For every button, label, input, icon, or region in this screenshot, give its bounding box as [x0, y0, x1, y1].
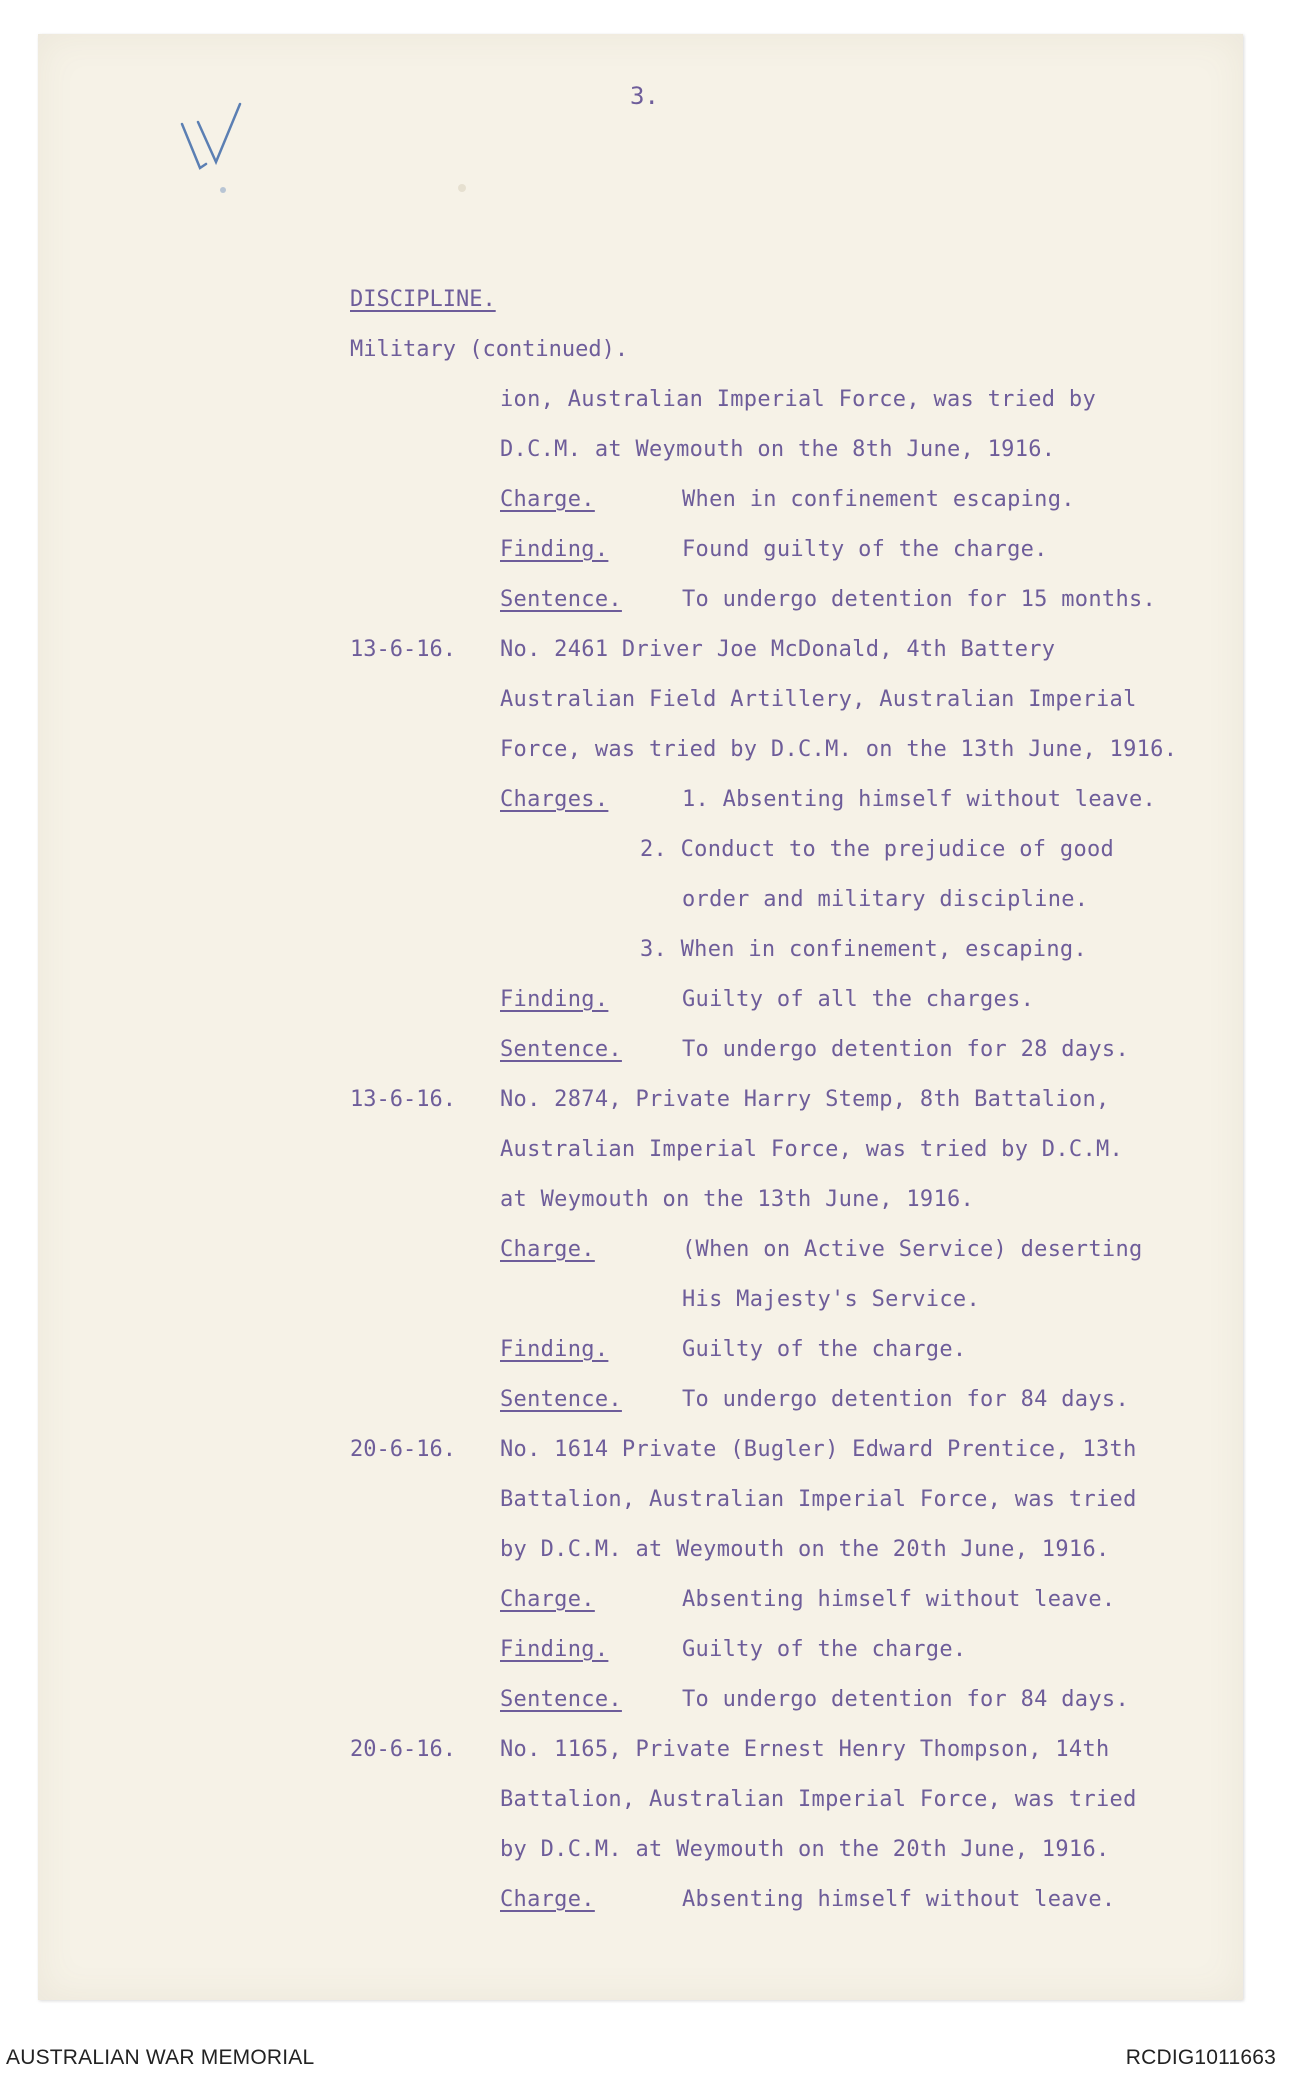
entry-label: Finding.: [500, 1337, 609, 1362]
footer-identifier: RCDIG1011663: [1125, 2046, 1276, 2069]
entry-label: Sentence.: [500, 1387, 622, 1412]
entry-value: To undergo detention for 84 days.: [682, 1687, 1129, 1712]
body-text-line: ion, Australian Imperial Force, was tried by: [500, 387, 1096, 412]
page-number: 3.: [630, 82, 659, 110]
entry-label: Finding.: [500, 987, 609, 1012]
body-text-line: No. 2461 Driver Joe McDonald, 4th Battery: [500, 637, 1056, 662]
entry-label: Sentence.: [500, 1037, 622, 1062]
footer-institution: AUSTRALIAN WAR MEMORIAL: [6, 2046, 315, 2069]
body-text-line: by D.C.M. at Weymouth on the 20th June, 1916.: [500, 1537, 1110, 1562]
section-heading: DISCIPLINE.: [350, 287, 496, 312]
entry-label: Charge.: [500, 487, 595, 512]
entry-value: Guilty of all the charges.: [682, 987, 1035, 1012]
body-text-line: Australian Field Artillery, Australian Imperial: [500, 687, 1137, 712]
subheading: Military (continued).: [350, 337, 629, 362]
body-text-line: No. 1614 Private (Bugler) Edward Prentice, 13th: [500, 1437, 1137, 1462]
entry-label: Charge.: [500, 1587, 595, 1612]
entry-value: To undergo detention for 28 days.: [682, 1037, 1129, 1062]
continuation-line: His Majesty's Service.: [682, 1287, 980, 1312]
entry-label: Charges.: [500, 787, 609, 812]
entry-value: When in confinement escaping.: [682, 487, 1075, 512]
entry-label: Charge.: [500, 1237, 595, 1262]
entry-value: Absenting himself without leave.: [682, 1887, 1116, 1912]
entry-label: Sentence.: [500, 1687, 622, 1712]
entry-label: Sentence.: [500, 587, 622, 612]
body-text-line: Australian Imperial Force, was tried by D.C.M.: [500, 1137, 1124, 1162]
entry-value: To undergo detention for 84 days.: [682, 1387, 1129, 1412]
entry-value: 1. Absenting himself without leave.: [682, 787, 1157, 812]
entry-date: 20-6-16.: [350, 1737, 456, 1762]
pencil-tick-mark: [178, 94, 248, 204]
paper-hole: [458, 184, 466, 192]
entry-value: Guilty of the charge.: [682, 1337, 967, 1362]
entry-value: Found guilty of the charge.: [682, 537, 1048, 562]
entry-date: 13-6-16.: [350, 1087, 456, 1112]
continuation-line: 2. Conduct to the prejudice of good: [640, 837, 1115, 862]
body-text-line: at Weymouth on the 13th June, 1916.: [500, 1187, 975, 1212]
entry-value: To undergo detention for 15 months.: [682, 587, 1157, 612]
body-text-line: No. 1165, Private Ernest Henry Thompson, 14th: [500, 1737, 1110, 1762]
body-text-line: Force, was tried by D.C.M. on the 13th June, 1916.: [500, 737, 1178, 762]
entry-label: Charge.: [500, 1887, 595, 1912]
body-text-line: No. 2874, Private Harry Stemp, 8th Battalion,: [500, 1087, 1110, 1112]
body-text-line: by D.C.M. at Weymouth on the 20th June, 1916.: [500, 1837, 1110, 1862]
entry-value: (When on Active Service) deserting: [682, 1237, 1143, 1262]
body-text-line: Battalion, Australian Imperial Force, was tried: [500, 1487, 1137, 1512]
body-text-line: D.C.M. at Weymouth on the 8th June, 1916.: [500, 437, 1056, 462]
entry-date: 13-6-16.: [350, 637, 456, 662]
body-text-line: Battalion, Australian Imperial Force, was tried: [500, 1787, 1137, 1812]
entry-label: Finding.: [500, 1637, 609, 1662]
entry-value: Absenting himself without leave.: [682, 1587, 1116, 1612]
entry-label: Finding.: [500, 537, 609, 562]
entry-value: Guilty of the charge.: [682, 1637, 967, 1662]
entry-date: 20-6-16.: [350, 1437, 456, 1462]
continuation-line: 3. When in confinement, escaping.: [640, 937, 1087, 962]
continuation-line: order and military discipline.: [682, 887, 1089, 912]
